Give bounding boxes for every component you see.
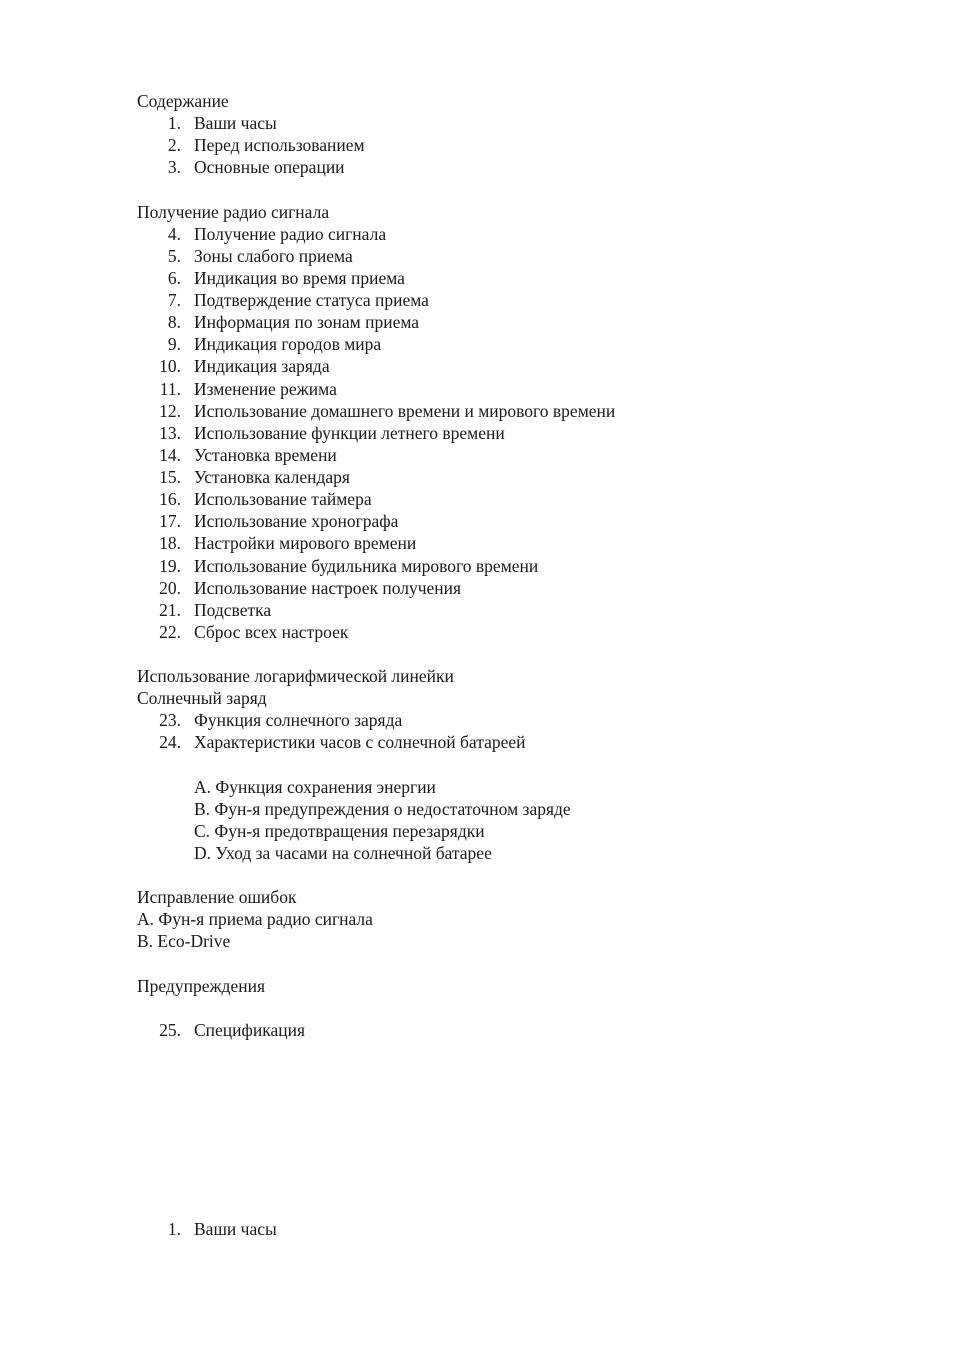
- list-item-number: 23.: [159, 710, 181, 730]
- list-item-text: Использование настроек получения: [194, 578, 462, 598]
- list-item-number: 10.: [159, 356, 181, 376]
- list-item: [0, 488, 955, 510]
- list-item: [0, 355, 955, 377]
- list-item-number: 17.: [159, 511, 181, 531]
- list-item-number: 19.: [159, 556, 181, 576]
- troubleshooting-item: B. Eco-Drive: [137, 931, 231, 951]
- list-item: [0, 599, 955, 621]
- list-item-text: Использование будильника мирового времени: [194, 556, 539, 576]
- list-item-number: 7.: [167, 290, 181, 310]
- list-item: [0, 1019, 955, 1041]
- list-item-text: Ваши часы: [194, 113, 277, 133]
- list-item-text: Использование функции летнего времени: [194, 423, 505, 443]
- list-item: [0, 400, 955, 422]
- list-item-text: Сброс всех настроек: [194, 622, 349, 642]
- section-heading-solar: Солнечный заряд: [137, 688, 267, 708]
- list-item: [0, 112, 955, 134]
- list-item: [0, 311, 955, 333]
- section-heading-warnings: Предупреждения: [137, 976, 266, 996]
- list-item-text: Индикация заряда: [194, 356, 330, 376]
- list-item: [0, 532, 955, 554]
- section-heading-radio: Получение радио сигнала: [137, 202, 330, 222]
- list-item: [0, 621, 955, 643]
- list-item: [0, 577, 955, 599]
- list-item-number: 15.: [159, 467, 181, 487]
- list-item-number: 13.: [159, 423, 181, 443]
- list-item-number: 8.: [167, 312, 181, 332]
- list-item-number: 11.: [159, 379, 181, 399]
- list-item-text: Характеристики часов с солнечной батареей: [194, 732, 526, 752]
- list-item-text: Индикация городов мира: [194, 334, 382, 354]
- list-item-number: 4.: [167, 224, 181, 244]
- list-item-text: Использование хронографа: [194, 511, 399, 531]
- troubleshooting-item: A. Фун-я приема радио сигнала: [137, 909, 373, 929]
- sub-list-item: A. Функция сохранения энергии: [194, 777, 436, 797]
- list-item: [0, 731, 955, 753]
- list-item-number: 16.: [159, 489, 181, 509]
- list-item-text: Индикация во время приема: [194, 268, 405, 288]
- list-item: [0, 333, 955, 355]
- sub-list-item: C. Фун-я предотвращения перезарядки: [194, 821, 485, 841]
- section-heading-slide-rule: Использование логарифмической линейки: [137, 666, 454, 686]
- list-item: [0, 709, 955, 731]
- list-item-number: 22.: [159, 622, 181, 642]
- list-item: [0, 466, 955, 488]
- list-item-text: Установка времени: [194, 445, 337, 465]
- list-item: [0, 378, 955, 400]
- list-item-number: 1.: [167, 113, 181, 133]
- list-item: [0, 156, 955, 178]
- list-item-number: 2.: [167, 135, 181, 155]
- list-item: [0, 223, 955, 245]
- list-item-text: Подтверждение статуса приема: [194, 290, 429, 310]
- list-item-number: 9.: [167, 334, 181, 354]
- list-item-number: 14.: [159, 445, 181, 465]
- section-title-item: [0, 1218, 955, 1240]
- list-item-number: 24.: [159, 732, 181, 752]
- list-item-text: Подсветка: [194, 600, 272, 620]
- sub-list-item: D. Уход за часами на солнечной батарее: [194, 843, 492, 863]
- section-heading-troubleshooting: Исправление ошибок: [137, 887, 297, 907]
- list-item-text: Спецификация: [194, 1020, 306, 1040]
- list-item-text: Функция солнечного заряда: [194, 710, 403, 730]
- list-item-number: 12.: [159, 401, 181, 421]
- list-item-number: 6.: [167, 268, 181, 288]
- list-item: [0, 134, 955, 156]
- list-item-text: Использование домашнего времени и мирового времени: [194, 401, 616, 421]
- list-item-text: Информация по зонам приема: [194, 312, 420, 332]
- list-item-text: Использование таймера: [194, 489, 372, 509]
- list-item: [0, 422, 955, 444]
- list-item: [0, 289, 955, 311]
- list-item-number: 18.: [159, 533, 181, 553]
- list-item: [0, 444, 955, 466]
- list-item: [0, 510, 955, 532]
- list-item: [0, 555, 955, 577]
- list-item-number: 5.: [167, 246, 181, 266]
- list-item-number: 1.: [167, 1219, 181, 1239]
- list-item-number: 20.: [159, 578, 181, 598]
- list-item-text: Получение радио сигнала: [194, 224, 387, 244]
- list-item-text: Ваши часы: [194, 1219, 277, 1239]
- list-item-text: Перед использованием: [194, 135, 365, 155]
- list-item-number: 21.: [159, 600, 181, 620]
- list-item-number: 3.: [167, 157, 181, 177]
- list-item-text: Настройки мирового времени: [194, 533, 417, 553]
- contents-heading: Содержание: [137, 91, 229, 111]
- list-item-text: Установка календаря: [194, 467, 350, 487]
- list-item: [0, 245, 955, 267]
- list-item-text: Зоны слабого приема: [194, 246, 353, 266]
- list-item-text: Изменение режима: [194, 379, 337, 399]
- list-item-number: 25.: [159, 1020, 181, 1040]
- list-item-text: Основные операции: [194, 157, 345, 177]
- list-item: [0, 267, 955, 289]
- sub-list-item: B. Фун-я предупреждения о недостаточном заряде: [194, 799, 571, 819]
